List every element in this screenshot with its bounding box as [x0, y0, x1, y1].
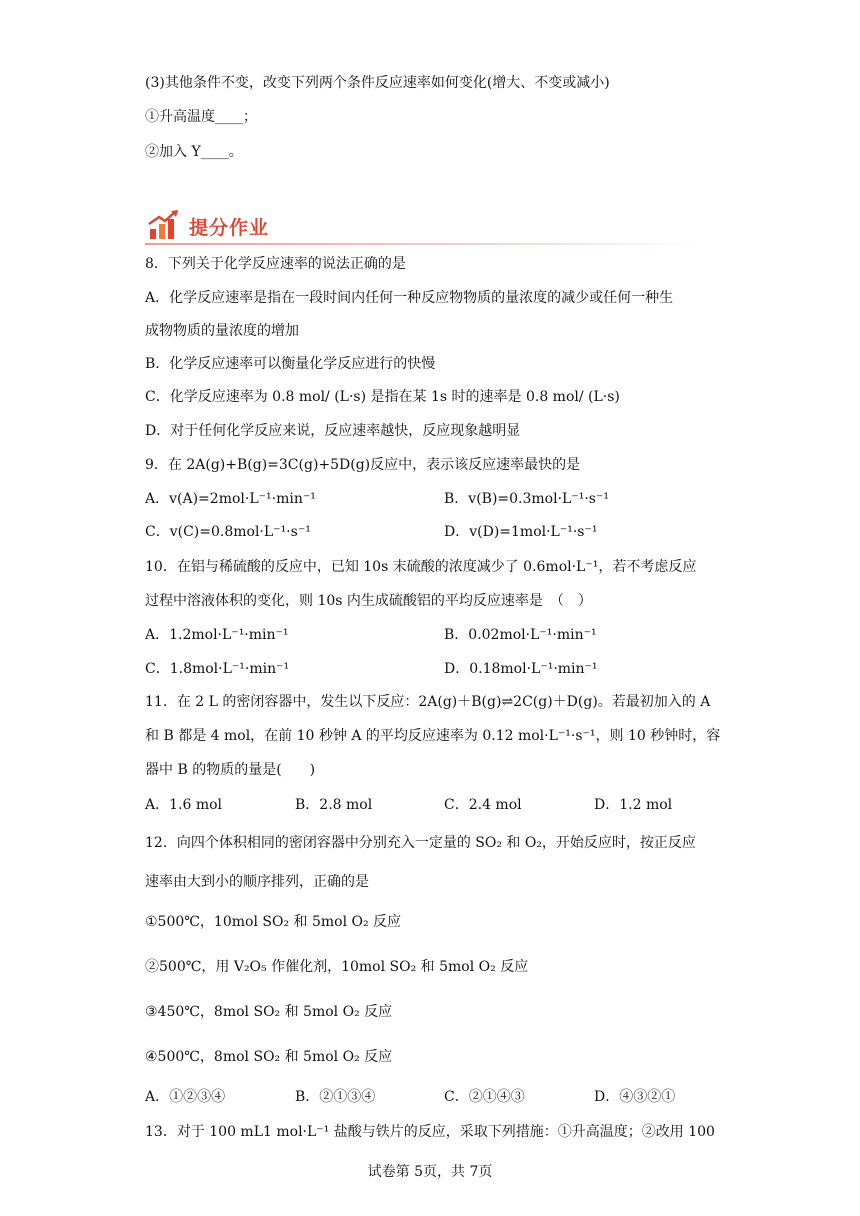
- q11-option-a: A．1.6 mol: [145, 797, 223, 813]
- q12-item-2: ②500℃，用 V₂O₅ 作催化剂，10mol SO₂ 和 5mol O₂ 反应: [145, 959, 529, 975]
- q10-option-a: A．1.2mol·L⁻¹·min⁻¹: [145, 627, 289, 643]
- q9-stem: 9．在 2A(g)+B(g)=3C(g)+5D(g)反应中，表示该反应速率最快的是: [145, 457, 581, 473]
- q9-option-b: B．v(B)=0.3mol·L⁻¹·s⁻¹: [444, 491, 609, 507]
- q8-option-a-line2: 成物物质的量浓度的增加: [145, 323, 299, 339]
- q10-option-d: D．0.18mol·L⁻¹·min⁻¹: [444, 661, 598, 677]
- q8-option-a-line1: A．化学反应速率是指在一段时间内任何一种反应物物质的量浓度的减少或任何一种生: [145, 290, 674, 306]
- q11-stem-line2: 和 B 都是 4 mol，在前 10 秒钟 A 的平均反应速率为 0.12 mol·L⁻¹·s⁻¹，则 10 秒钟时，容: [145, 728, 721, 744]
- q12-stem-line2: 速率由大到小的顺序排列，正确的是: [145, 874, 369, 890]
- q12-item-3: ③450℃，8mol SO₂ 和 5mol O₂ 反应: [145, 1004, 393, 1020]
- q12-item-1: ①500℃，10mol SO₂ 和 5mol O₂ 反应: [145, 914, 402, 930]
- q8-option-d: D．对于任何化学反应来说，反应速率越快，反应现象越明显: [145, 423, 521, 439]
- q13-stem-line1: 13．对于 100 mL1 mol·L⁻¹ 盐酸与铁片的反应，采取下列措施：①升高温度；②改用 100: [145, 1124, 715, 1140]
- q12-option-c: C．②①④③: [444, 1089, 525, 1105]
- q10-stem-line2: 过程中溶液体积的变化，则 10s 内生成硫酸铝的平均反应速率是 （ ）: [145, 593, 592, 609]
- q12-option-d: D．④③②①: [594, 1089, 676, 1105]
- q10-option-c: C．1.8mol·L⁻¹·min⁻¹: [145, 661, 290, 677]
- banner-rule: [145, 243, 705, 245]
- q8-stem: 8．下列关于化学反应速率的说法正确的是: [145, 256, 406, 272]
- q7-part3-item1: ①升高温度____；: [145, 109, 257, 125]
- q12-item-4: ④500℃，8mol SO₂ 和 5mol O₂ 反应: [145, 1049, 393, 1065]
- q9-option-c: C．v(C)=0.8mol·L⁻¹·s⁻¹: [145, 524, 311, 540]
- page-footer: 试卷第 5页，共 7页: [367, 1164, 493, 1180]
- q9-option-a: A．v(A)=2mol·L⁻¹·min⁻¹: [145, 491, 316, 507]
- q7-part3-item2: ②加入 Y____。: [145, 144, 243, 160]
- bar-chart-up-arrow-icon: [147, 207, 181, 241]
- q11-option-c: C．2.4 mol: [444, 797, 522, 813]
- banner-title: 提分作业: [189, 217, 270, 239]
- section-banner: [145, 205, 705, 245]
- q11-stem-line3: 器中 B 的物质的量是( ): [145, 762, 316, 778]
- q9-option-d: D．v(D)=1mol·L⁻¹·s⁻¹: [444, 524, 598, 540]
- q10-stem-line1: 10．在铝与稀硫酸的反应中，已知 10s 末硫酸的浓度减少了 0.6mol·L⁻¹，若不考虑反应: [145, 559, 697, 575]
- q11-stem-line1: 11．在 2 L 的密闭容器中，发生以下反应：2A(g)＋B(g)⇌2C(g)＋D(g)。若最初加入的 A: [145, 694, 711, 710]
- q12-stem-line1: 12．向四个体积相同的密闭容器中分别充入一定量的 SO₂ 和 O₂，开始反应时，按正反应: [145, 835, 696, 851]
- q11-option-b: B．2.8 mol: [295, 797, 373, 813]
- q12-option-a: A．①②③④: [145, 1089, 226, 1105]
- q11-option-d: D．1.2 mol: [594, 797, 673, 813]
- q10-option-b: B．0.02mol·L⁻¹·min⁻¹: [444, 627, 597, 643]
- q8-option-c: C．化学反应速率为 0.8 mol/ (L·s) 是指在某 1s 时的速率是 0.8 mol/ (L·s): [145, 389, 620, 405]
- q12-option-b: B．②①③④: [295, 1089, 376, 1105]
- q7-part3: (3)其他条件不变，改变下列两个条件反应速率如何变化(增大、不变或减小): [145, 75, 610, 91]
- q8-option-b: B．化学反应速率可以衡量化学反应进行的快慢: [145, 356, 436, 372]
